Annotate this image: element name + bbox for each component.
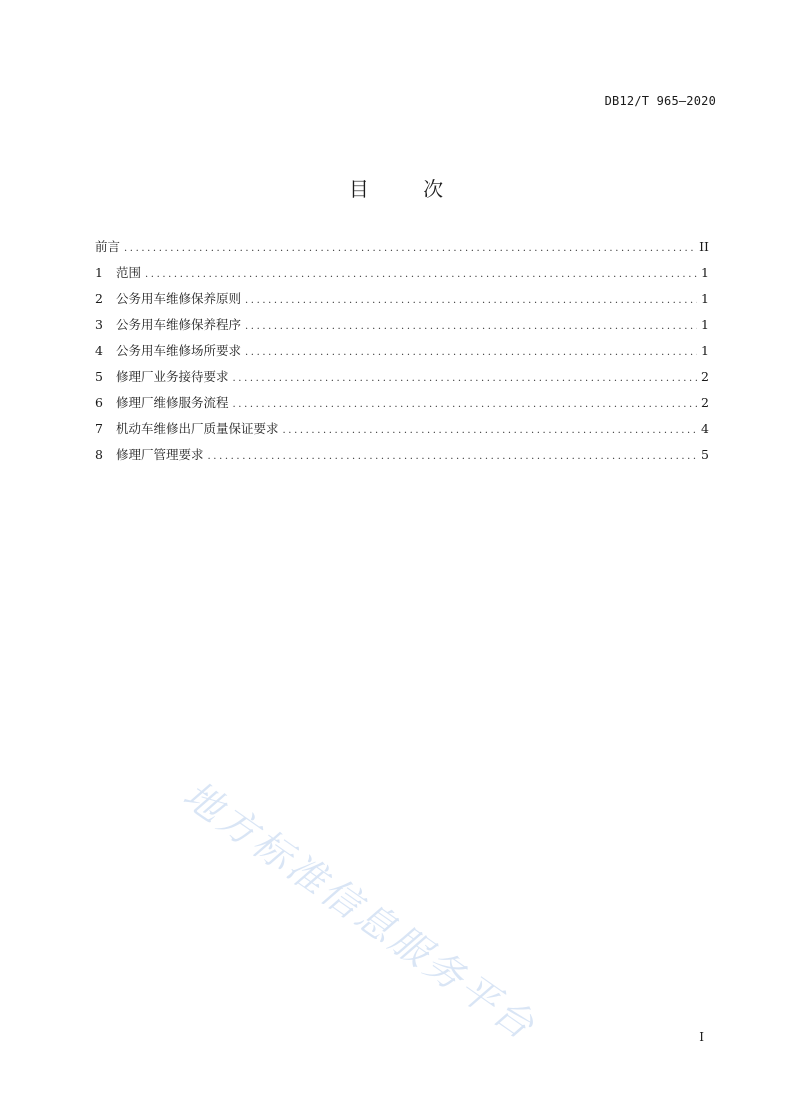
toc-leader: [245, 321, 697, 332]
toc-item-number: 3: [95, 317, 103, 332]
toc-item-foreword[interactable]: [95, 237, 709, 263]
toc-leader: [124, 243, 695, 254]
toc-item-number: 4: [95, 343, 103, 358]
toc-item-2[interactable]: [95, 289, 709, 315]
toc-item-label: 公务用车维修保养程序: [116, 317, 242, 332]
toc-leader: [233, 399, 697, 410]
toc-item-number: 5: [95, 369, 103, 384]
toc-item-page: 2: [701, 395, 709, 410]
toc-item-page: 1: [701, 265, 709, 280]
toc-leader: [208, 451, 697, 462]
toc-item-4[interactable]: [95, 341, 709, 367]
toc-item-3[interactable]: [95, 315, 709, 341]
document-code: DB12/T 965—2020: [604, 94, 716, 108]
toc-item-8[interactable]: [95, 445, 709, 471]
toc-item-5[interactable]: [95, 367, 709, 393]
toc-item-number: 8: [95, 447, 103, 462]
table-of-contents: [95, 237, 709, 471]
toc-item-label: 公务用车维修场所要求: [116, 343, 242, 358]
toc-item-number: 7: [95, 421, 103, 436]
toc-item-1[interactable]: [95, 263, 709, 289]
toc-item-number: 6: [95, 395, 103, 410]
toc-item-label: 前言: [95, 239, 121, 254]
toc-leader: [145, 269, 697, 280]
toc-item-page: 1: [701, 291, 709, 306]
toc-item-number: 1: [95, 265, 103, 280]
toc-item-label: 范围: [116, 265, 142, 280]
toc-item-label: 公务用车维修保养原则: [116, 291, 242, 306]
toc-item-label: 机动车维修出厂质量保证要求: [116, 421, 279, 436]
page-title: 目 次: [348, 177, 468, 201]
toc-item-page: 5: [701, 447, 709, 462]
toc-item-page: 2: [701, 369, 709, 384]
toc-item-label: 修理厂业务接待要求: [116, 369, 229, 384]
toc-item-7[interactable]: [95, 419, 709, 445]
toc-item-6[interactable]: [95, 393, 709, 419]
toc-leader: [233, 373, 697, 384]
toc-item-number: 2: [95, 291, 103, 306]
toc-item-label: 修理厂维修服务流程: [116, 395, 229, 410]
page-number: I: [699, 1030, 704, 1044]
toc-item-page: II: [699, 239, 709, 254]
toc-item-page: 4: [701, 421, 709, 436]
toc-item-label: 修理厂管理要求: [116, 447, 204, 462]
toc-item-page: 1: [701, 317, 709, 332]
toc-leader: [245, 347, 697, 358]
toc-leader: [245, 295, 697, 306]
toc-leader: [283, 425, 697, 436]
watermark: 地方标准信息服务平台: [175, 772, 545, 1050]
toc-item-page: 1: [701, 343, 709, 358]
